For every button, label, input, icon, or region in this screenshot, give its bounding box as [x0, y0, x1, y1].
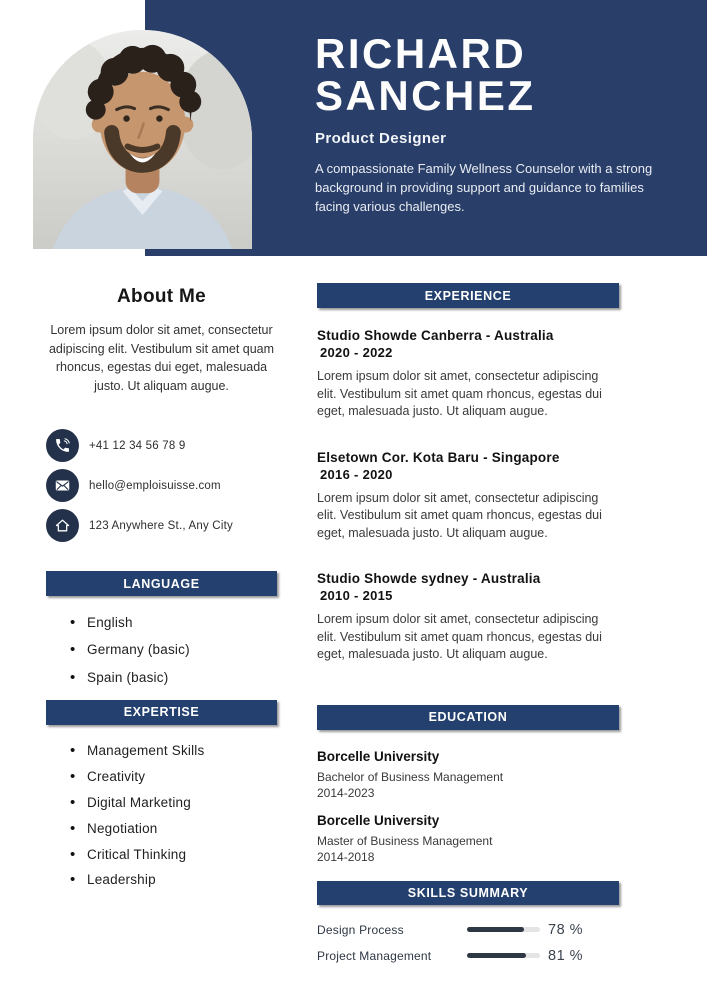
education-section-header: EDUCATION: [317, 705, 619, 730]
about-me-text: Lorem ipsum dolor sit amet, consectetur adipiscing elit. Vestibulum sit amet quam rhoncus, egestas dui eget, malesuada justo. Ut aliquam augue.: [48, 323, 275, 393]
degree: Bachelor of Business Management: [317, 769, 504, 784]
job-title: Studio Showde Canberra - Australia: [317, 328, 554, 343]
header-text: [315, 30, 675, 216]
expertise-item: • Digital Marketing: [46, 790, 277, 816]
expertise-item: • Critical Thinking: [46, 842, 277, 868]
job-title: Elsetown Cor. Kota Baru - Singapore: [317, 449, 560, 465]
email-icon: [46, 469, 79, 502]
language-list: [46, 609, 277, 691]
email-address: hello@emploisuisse.com: [89, 479, 221, 492]
experience-entry: [317, 327, 619, 421]
expertise-item: • Negotiation: [46, 816, 277, 842]
skills-summary-section-header: SKILLS SUMMARY: [317, 881, 619, 905]
street-address: 123 Anywhere St., Any City: [89, 519, 233, 532]
education-dates: 2014-2018: [317, 849, 375, 864]
experience-entry: [317, 570, 619, 664]
skill-progress-fill: [467, 927, 524, 932]
language-item: • English: [46, 609, 277, 636]
right-column: [317, 256, 619, 972]
degree: Master of Business Management: [317, 833, 493, 848]
skill-label: Design Process: [317, 922, 404, 937]
education-entry: [317, 748, 619, 801]
contact-list: [46, 429, 277, 542]
left-column: [46, 256, 277, 893]
school-name: Borcelle University: [317, 812, 440, 828]
name-heading: [315, 30, 675, 119]
job-description: Lorem ipsum dolor sit amet, consectetur adipiscing elit. Vestibulum sit amet quam rhoncus, egestas dui eget, malesuada justo. Ut aliquam augue.: [317, 612, 602, 661]
skill-progress-track: [467, 927, 540, 932]
skill-row: [317, 946, 619, 966]
phone-icon: [46, 429, 79, 462]
school-name: Borcelle University: [317, 748, 440, 764]
profile-summary: A compassionate Family Wellness Counselor with a strong background in providing support and guidance to families facing various challenges.: [315, 161, 653, 214]
expertise-item: • Creativity: [46, 764, 277, 790]
job-dates: 2010 - 2015: [320, 588, 393, 603]
about-me-heading: About Me: [117, 286, 206, 307]
expertise-item: • Management Skills: [46, 738, 277, 764]
job-dates: 2020 - 2022: [320, 345, 393, 360]
skill-progress-fill: [467, 953, 526, 958]
home-icon: [46, 509, 79, 542]
contact-phone: [46, 429, 277, 462]
language-item: • Spain (basic): [46, 664, 277, 691]
experience-entry: [317, 449, 619, 543]
expertise-item: • Leadership: [46, 867, 277, 893]
contact-email: [46, 469, 277, 502]
phone-number: +41 12 34 56 78 9: [89, 439, 186, 452]
expertise-list: [46, 738, 277, 893]
skill-label: Project Management: [317, 948, 432, 963]
language-item: • Germany (basic): [46, 636, 277, 663]
contact-address: [46, 509, 277, 542]
skill-progress-track: [467, 953, 540, 958]
name-line1: RICHARD: [315, 30, 527, 77]
portrait-illustration: [33, 30, 252, 249]
skill-percent: 81 %: [548, 947, 584, 964]
education-dates: 2014-2023: [317, 785, 375, 800]
name-line2: SANCHEZ: [315, 72, 536, 119]
job-description: Lorem ipsum dolor sit amet, consectetur adipiscing elit. Vestibulum sit amet quam rhoncus, egestas dui eget, malesuada justo. Ut aliquam augue.: [317, 490, 602, 540]
job-description: Lorem ipsum dolor sit amet, consectetur adipiscing elit. Vestibulum sit amet quam rhoncus, egestas dui eget, malesuada justo. Ut aliquam augue.: [317, 369, 602, 418]
profile-photo: [33, 30, 252, 249]
skills-list: [317, 920, 619, 966]
experience-section-header: EXPERIENCE: [317, 283, 619, 308]
professional-title: Product Designer: [315, 130, 447, 147]
skill-row: [317, 920, 619, 940]
job-title: Studio Showde sydney - Australia: [317, 571, 541, 586]
skill-percent: 78 %: [548, 921, 584, 938]
expertise-section-header: EXPERTISE: [46, 700, 277, 725]
language-section-header: LANGUAGE: [46, 571, 277, 596]
job-dates: 2016 - 2020: [320, 466, 393, 482]
education-entry: [317, 812, 619, 865]
